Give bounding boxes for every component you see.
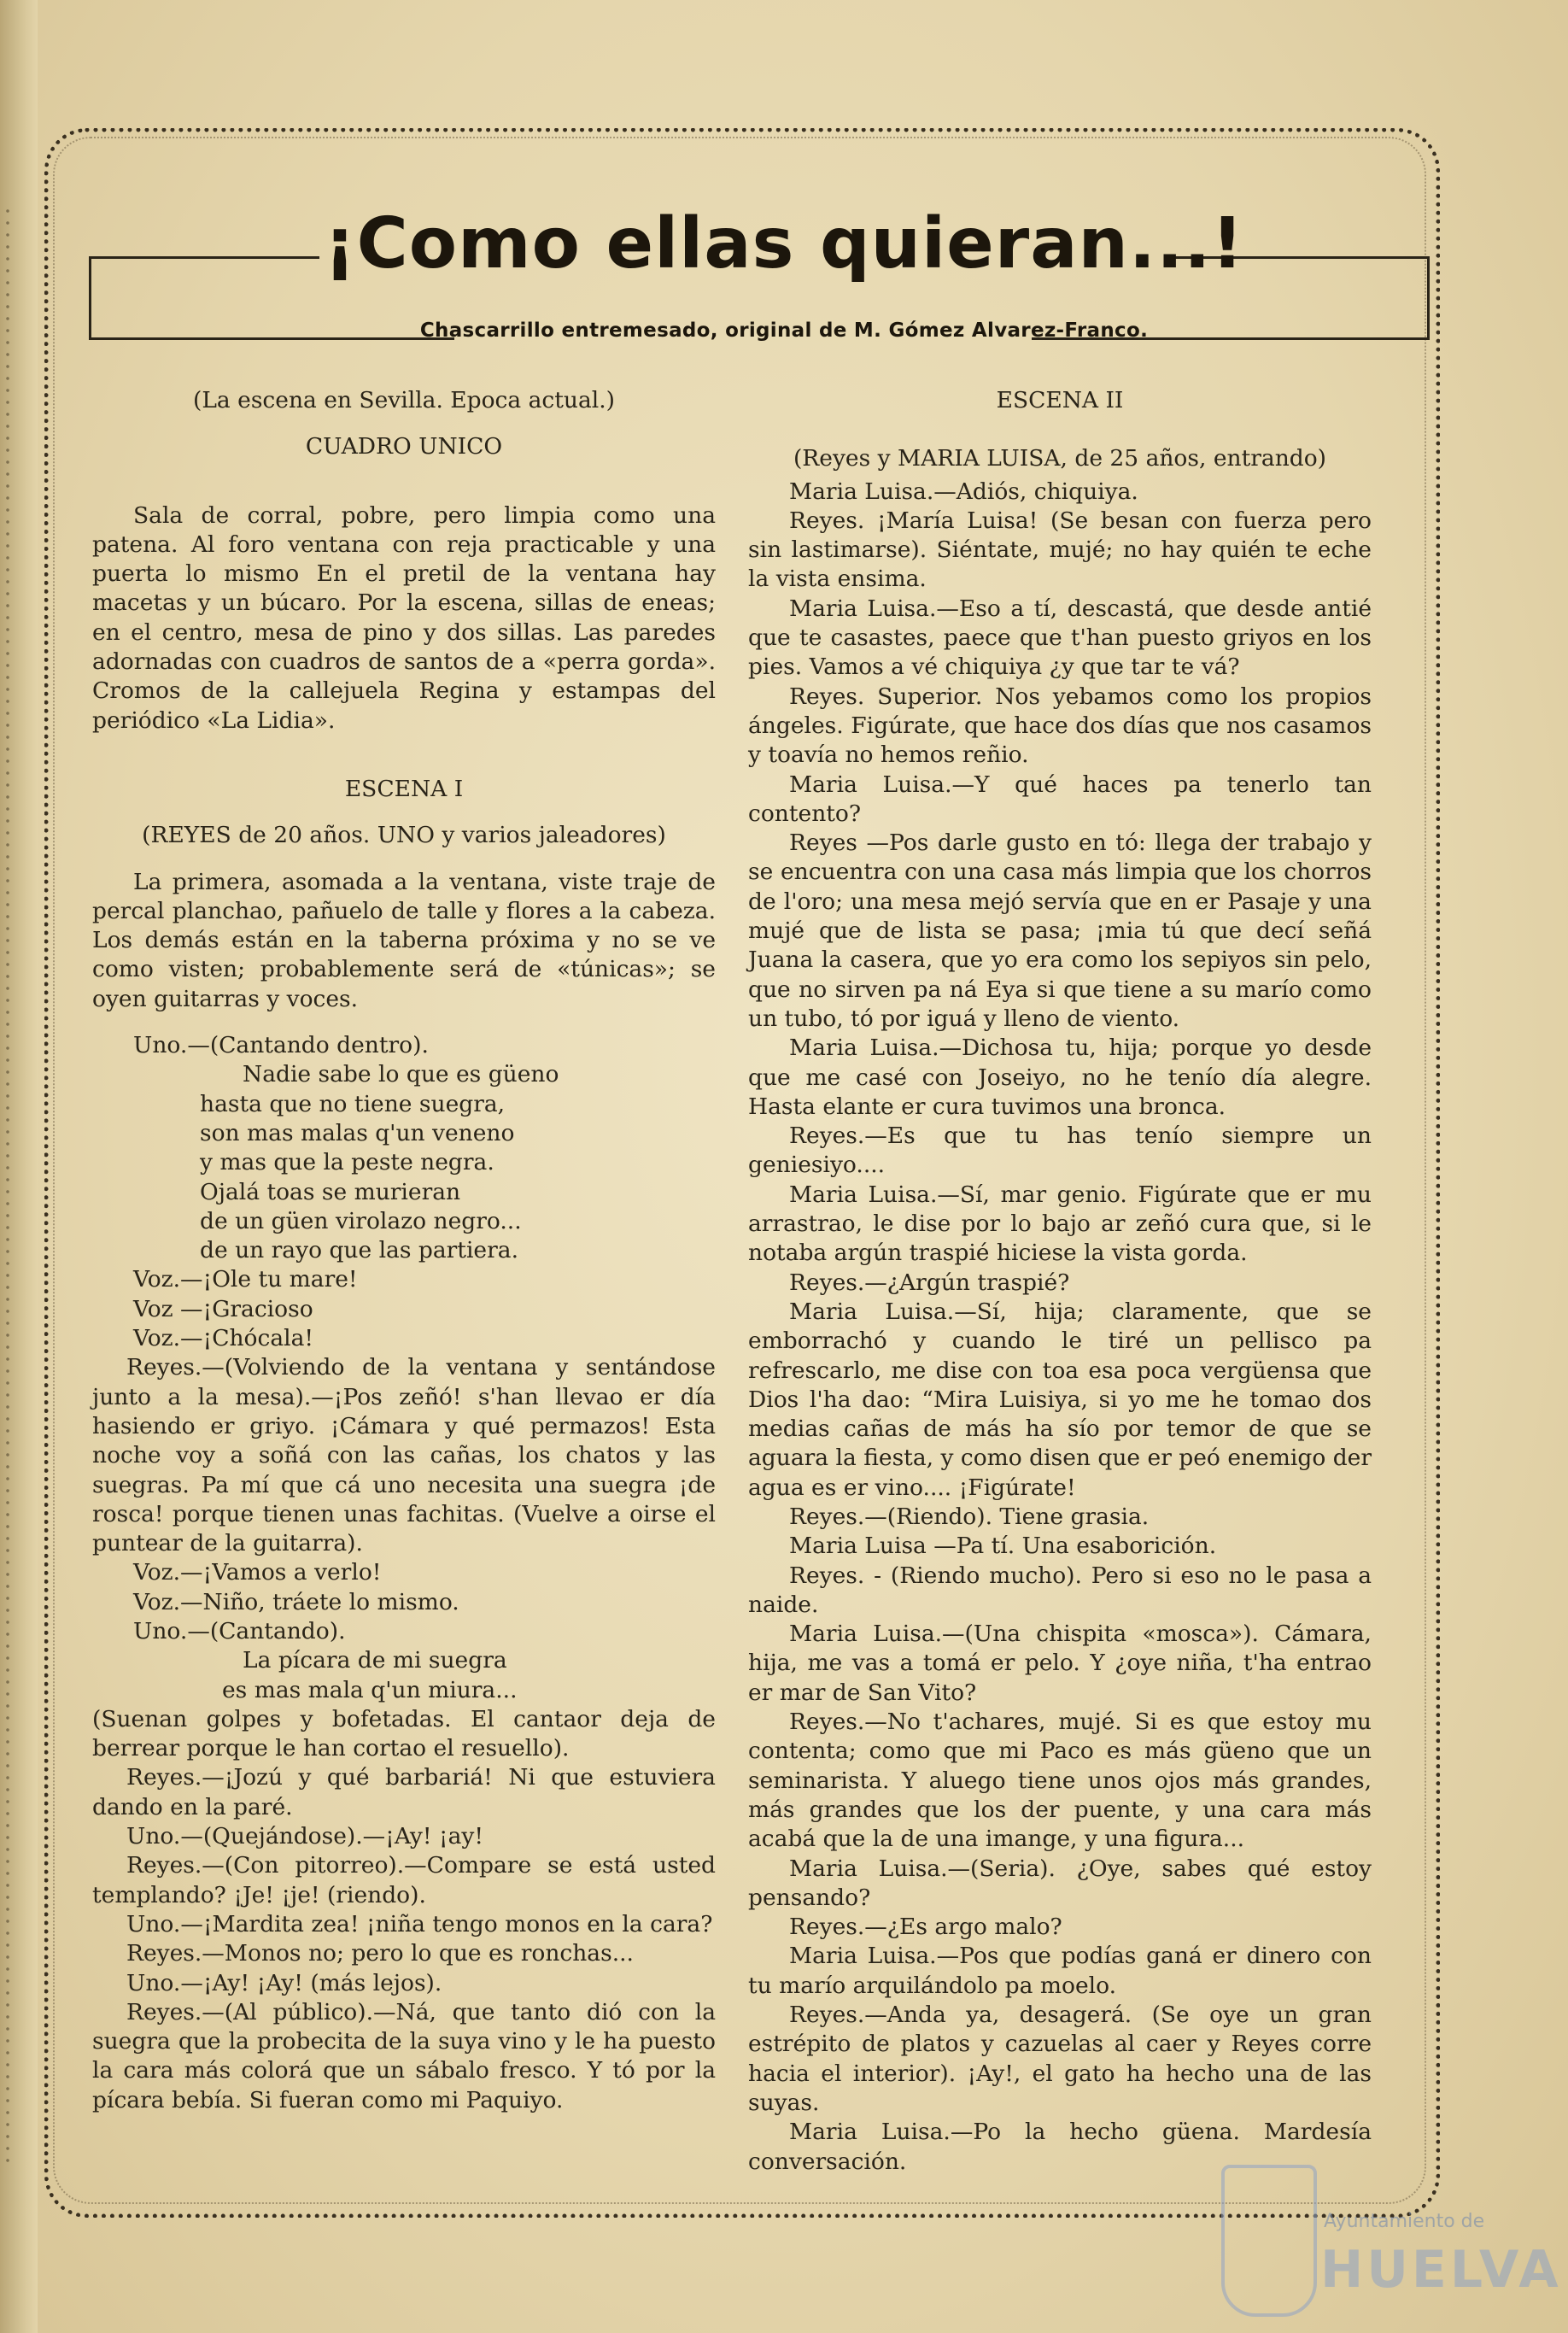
dialogue-line: Reyes.—No t'achares, mujé. Si es que estoy mu contenta; como que mi Paco es más güeno que un seminarista. Y aluego tiene unos ojos más grandes, más grandes que los der puente, y una cara más acabá que la de una imange, y una figura... (748, 1709, 1372, 1853)
page-subtitle: Chascarrillo entremesado, original de M. Gómez Alvarez-Franco. (419, 319, 1149, 342)
archive-watermark (1214, 2160, 1562, 2318)
escena1-description: La primera, asomada a la ventana, viste traje de percal planchao, pañuelo de talle y flores a la cabeza. Los demás están en la taberna próxima y no se ve como visten; probablemente será de «túnicas»; se oyen guitarras y voces. (92, 868, 716, 1012)
verse-line: Ojalá toas se murieran (200, 1178, 461, 1205)
verse-block-2 (92, 1646, 716, 1705)
dialogue-line: Reyes. Superior. Nos yebamos como los propios ángeles. Figúrate, que hace dos días que nos casamos y toavía no hemos reñio. (748, 683, 1372, 769)
dialogue-line: Reyes.—(Con pitorreo).—Compare se está usted templando? ¡Je! ¡je! (riendo). (92, 1852, 716, 1908)
dialogue-line: Uno.—(Cantando dentro). (133, 1032, 429, 1059)
verse-line: hasta que no tiene suegra, (200, 1090, 506, 1117)
dialogue-line: Maria Luisa.—Y qué haces pa tenerlo tan contento? (748, 771, 1372, 827)
right-column (748, 386, 1372, 2177)
dialogue-line: Maria Luisa —Pa tí. Una esaborición. (789, 1533, 1217, 1560)
page-title: ¡Como ellas quieran...! (324, 203, 1244, 284)
verse-block-1 (92, 1060, 716, 1265)
dialogue-line: Uno.—(Cantando). (133, 1617, 346, 1644)
dialogue-line: Voz.—¡Vamos a verlo! (133, 1559, 382, 1586)
dialogue-line: Maria Luisa.—Pos que podías ganá er dinero con tu marío arquilándolo pa moelo. (748, 1943, 1372, 1999)
dialogue-line: Reyes.—Es que tu has tenío siempre un geniesiyo.... (748, 1123, 1372, 1179)
verse-line: de un güen virolazo negro... (200, 1207, 522, 1234)
dialogue-line: Reyes.—(Volviendo de la ventana y sentándose junto a la mesa).—¡Pos zeñó! s'han llevao er día hasiendo er griyo. ¡Cámara y qué permazos! Esta noche voy a soñá con las cañas, los chatos y las suegras. Pa mí que cá uno necesita una suegra ¡de rosca! porque tienen unas fachitas. (Vuelve a oirse el puntear de la guitarra). (92, 1354, 716, 1557)
dialogue-line: Uno.—¡Ay! ¡Ay! (más lejos). (126, 1969, 442, 1996)
dialogue-line: Maria Luisa.—Sí, mar genio. Figúrate que er mu arrastrao, le dise por lo bajo ar zeñó cura que, si le notaba argún traspié hiciese la vista gorda. (748, 1181, 1372, 1267)
escena1-heading: ESCENA I (344, 775, 464, 802)
verse-line: Nadie sabe lo que es güeno (243, 1061, 559, 1088)
dialogue-line: Voz.—¡Chócala! (133, 1325, 314, 1352)
intro-paragraph: Sala de corral, pobre, pero limpia como una patena. Al foro ventana con reja practicable y una puerta lo mismo En el pretil de la ventana hay macetas y un búcaro. Por la escena, sillas de eneas; en el centro, mesa de pino y dos sillas. Las paredes adornadas con cuadros de santos de a «perra gorda». Cromos de la callejuela Regina y estampas del periódico «La Lidia». (92, 501, 716, 734)
dialogue-line: Reyes.—Anda ya, desagerá. (Se oye un gran estrépito de platos y cazuelas al caer y Reyes corre hacia el interior). ¡Ay!, el gato ha hecho una de las suyas. (748, 2002, 1372, 2116)
watermark-line-1: Ayuntamiento de (1324, 2211, 1485, 2232)
dialogue-line: Voz.—¡Ole tu mare! (133, 1266, 358, 1293)
dialogue-line: Reyes.—¿Es argo malo? (789, 1914, 1062, 1941)
dialogue-line: Maria Luisa.—Sí, hija; claramente, que se emborrachó y cuando le tiré un pellisco pa refrescarlo, me dise con toa esa poca vergüensa que Dios l'ha dao: “Mira Luisiya, si yo me he tomao dos medias cañas de más ha sío por temor de que se aguara la fiesta, y como disen que er peó enemigo der agua es er vino.... ¡Figúrate! (748, 1298, 1372, 1501)
dialogue-line: Maria Luisa.—(Una chispita «mosca»). Cámara, hija, me vas a tomá er pelo. Y ¿oye niña, t'ha entrao er mar de San Vito? (748, 1621, 1372, 1706)
setting-note: (La escena en Sevilla. Epoca actual.) (192, 387, 616, 413)
verse-line: son mas malas q'un veneno (200, 1119, 515, 1146)
dialogue-line: Reyes. - (Riendo mucho). Pero si eso no le pasa a naide. (748, 1562, 1372, 1618)
escena1-cast: (REYES de 20 años. UNO y varios jaleadores) (142, 822, 666, 849)
adjacent-page-border (3, 205, 12, 2170)
verse-line: de un rayo que las partiera. (200, 1237, 519, 1264)
dialogue-line: Reyes.—¡Jozú y qué barbariá! Ni que estuviera dando en la paré. (92, 1764, 716, 1820)
escena2-heading: ESCENA II (996, 387, 1124, 413)
watermark-line-2: HUELVA (1320, 2240, 1562, 2300)
dialogue-line: Reyes.—Monos no; pero lo que es ronchas... (126, 1940, 634, 1967)
dialogue-line: Reyes. ¡María Luisa! (Se besan con fuerza pero sin lastimarse). Siéntate, mujé; no hay quién te eche la vista ensima. (748, 507, 1372, 593)
cuadro-heading: CUADRO UNICO (305, 433, 503, 460)
dialogue-line: Voz —¡Gracioso (133, 1295, 313, 1322)
dialogue-line: Uno.—¡Mardita zea! ¡niña tengo monos en la cara? (126, 1910, 713, 1937)
verse-line: y mas que la peste negra. (200, 1149, 494, 1176)
escena2-cast: (Reyes y MARIA LUISA, de 25 años, entrando) (793, 445, 1327, 472)
dialogue-line: Voz.—Niño, tráete lo mismo. (133, 1588, 459, 1615)
dialogue-line: Uno.—(Quejándose).—¡Ay! ¡ay! (126, 1823, 483, 1850)
dialogue-line: Reyes.—¿Argún traspié? (789, 1269, 1070, 1296)
coat-of-arms-icon (1221, 2165, 1317, 2317)
dialogue-line: Reyes.—(Al público).—Ná, que tanto dió con la suegra que la probecita de la suya vino y le ha puesto la cara más colorá que un sábalo fresco. Y tó por la pícara bebía. Si fueran como mi Paquiyo. (92, 1998, 716, 2113)
dialogue-line: Maria Luisa.—Po la hecho güena. Mardesía conversación. (748, 2119, 1372, 2175)
dialogue-line: Reyes.—(Riendo). Tiene grasia. (789, 1503, 1150, 1530)
stage-direction: (Suenan golpes y bofetadas. El cantaor deja de berrear porque le han cortao el resuello). (92, 1705, 716, 1762)
left-column (92, 386, 716, 2115)
dialogue-line: Maria Luisa.—Eso a tí, descastá, que desde antié que te casastes, paece que t'han puesto griyos en los pies. Vamos a vé chiquiya ¿y que tar te vá? (748, 595, 1372, 681)
verse-line: La pícara de mi suegra (243, 1647, 507, 1674)
dialogue-line: Maria Luisa.—Adiós, chiquiya. (789, 478, 1138, 505)
dialogue-line: Reyes —Pos darle gusto en tó: llega der trabajo y se encuentra con una casa más limpia que los chorros de l'oro; una mesa mejó servía que en er Pasaje y una mujé que de lista se pasa; ¡mia tú que decí señá Juana la casera, que yo era como los sepiyos sin pelo, que no sirven pa ná Eya si que tiene a su marío como un tubo, tó por iguá y lleno de viento. (748, 829, 1372, 1032)
dialogue-line: Maria Luisa.—Dichosa tu, hija; porque yo desde que me casé con Joseiyo, no he tenío día alegre. Hasta elante er cura tuvimos una bronca. (748, 1035, 1372, 1120)
verse-line: es mas mala q'un miura... (222, 1676, 518, 1703)
adjacent-page-edge (0, 0, 38, 2333)
dialogue-line: Maria Luisa.—(Seria). ¿Oye, sabes qué estoy pensando? (748, 1855, 1372, 1911)
